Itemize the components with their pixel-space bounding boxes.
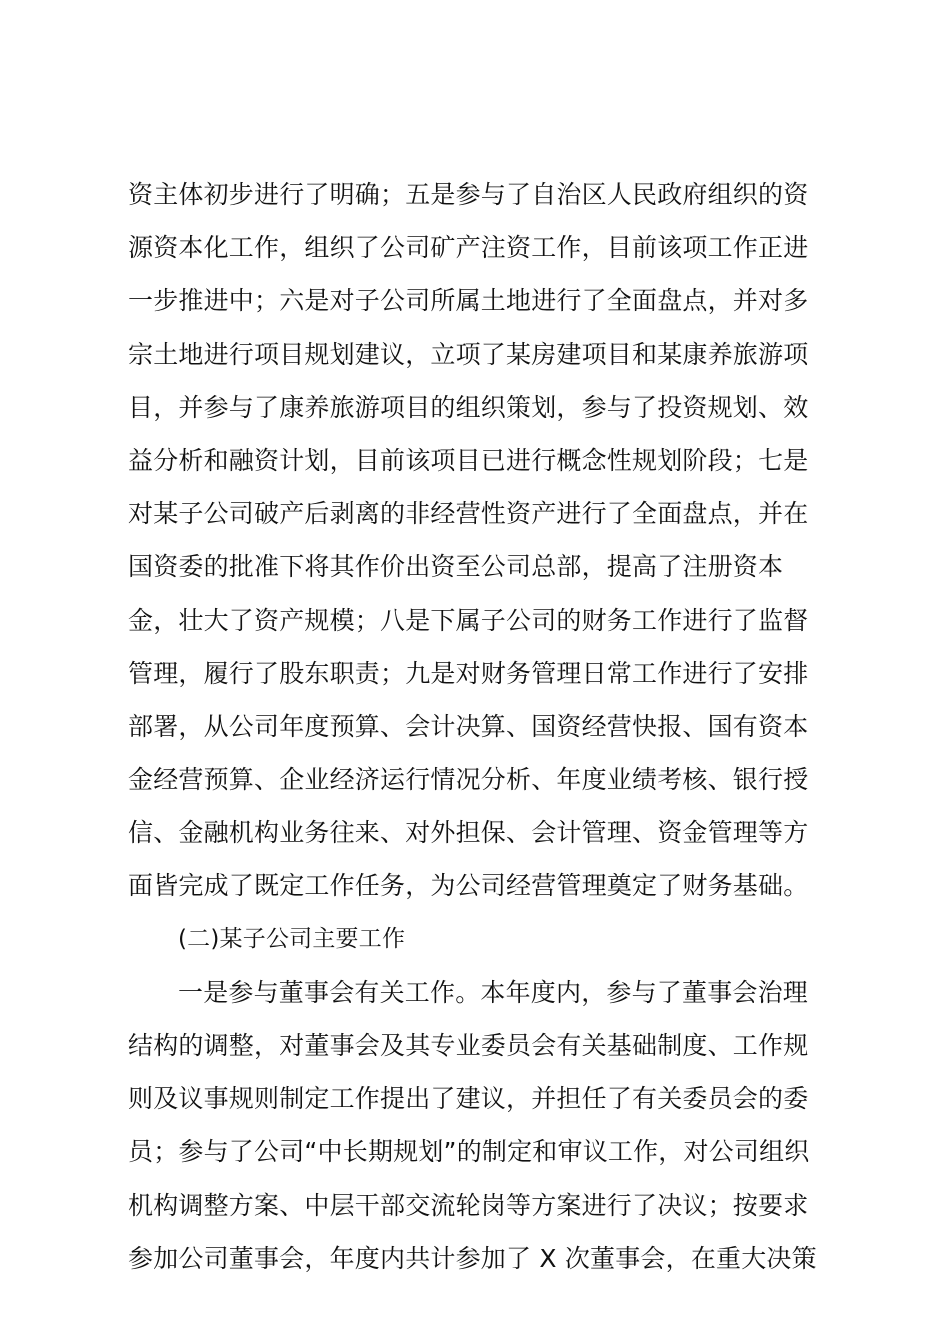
section-line: 机构调整方案、中层干部交流轮岗等方案进行了决议；按要求	[128, 1190, 809, 1220]
section-line: 员；参与了公司“中长期规划”的制定和审议工作，对公司组织	[128, 1137, 810, 1167]
body-line: 金经营预算、企业经济运行情况分析、年度业绩考核、银行授	[128, 765, 809, 795]
body-line: 信、金融机构业务往来、对外担保、会计管理、资金管理等方	[128, 818, 809, 848]
body-line: 益分析和融资计划，目前该项目已进行概念性规划阶段；七是	[128, 445, 809, 475]
document-body	[128, 168, 828, 1285]
body-line: 管理，履行了股东职责；九是对财务管理日常工作进行了安排	[128, 658, 809, 688]
body-line: 资主体初步进行了明确；五是参与了自治区人民政府组织的资	[128, 180, 809, 209]
section-line: 结构的调整，对董事会及其专业委员会有关基础制度、工作规	[128, 1031, 809, 1060]
body-line: 源资本化工作，组织了公司矿产注资工作，目前该项工作正进	[128, 233, 809, 263]
section-line: 一是参与董事会有关工作。本年度内，参与了董事会治理	[178, 977, 809, 1007]
body-line: 面皆完成了既定工作任务，为公司经营管理奠定了财务基础。	[128, 871, 809, 901]
section-line: 参加公司董事会，年度内共计参加了 X 次董事会，在重大决策	[128, 1243, 817, 1273]
body-line: 宗土地进行项目规划建议，立项了某房建项目和某康养旅游项	[128, 339, 809, 369]
body-line: 对某子公司破产后剥离的非经营性资产进行了全面盘点，并在	[128, 499, 809, 529]
section-heading: (二)某子公司主要工作	[178, 925, 406, 952]
body-line: 一步推进中；六是对子公司所属土地进行了全面盘点，并对多	[128, 286, 809, 316]
body-line: 金，壮大了资产规模；八是下属子公司的财务工作进行了监督	[128, 605, 809, 635]
body-line: 部署，从公司年度预算、会计决算、国资经营快报、国有资本	[128, 711, 809, 741]
body-line: 目，并参与了康养旅游项目的组织策划，参与了投资规划、效	[128, 392, 809, 422]
body-line: 国资委的批准下将其作价出资至公司总部，提高了注册资本	[128, 552, 784, 582]
section-line: 则及议事规则制定工作提出了建议，并担任了有关委员会的委	[128, 1084, 809, 1114]
